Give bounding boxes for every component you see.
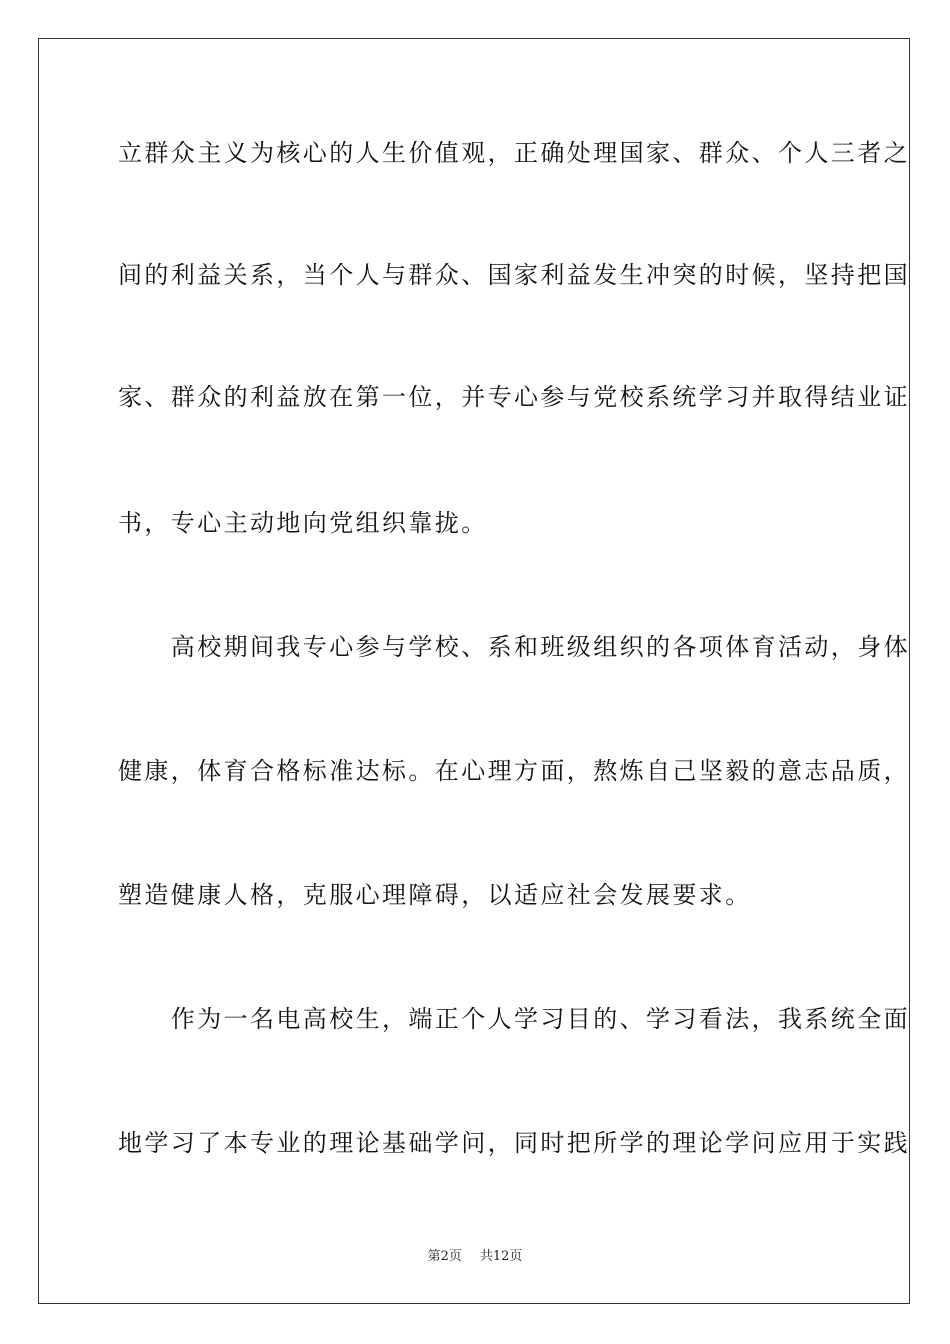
text-line: 立群众主义为核心的人生价值观，正确处理国家、群众、个人三者之 [118, 139, 910, 167]
page-total: 共12页 [479, 1249, 523, 1264]
text-line: 作为一名电高校生，端正个人学习目的、学习看法，我系统全面 [118, 1005, 910, 1033]
text-line: 健康，体育合格标准达标。在心理方面，熬炼自己坚毅的意志品质， [118, 757, 910, 785]
text-line: 家、群众的利益放在第一位，并专心参与党校系统学习并取得结业证 [118, 383, 910, 411]
page-number: 第2页 [427, 1249, 462, 1264]
page-border [38, 38, 910, 1304]
page-footer [0, 1249, 950, 1265]
text-line: 高校期间我专心参与学校、系和班级组织的各项体育活动，身体 [118, 633, 910, 661]
text-line: 地学习了本专业的理论基础学问，同时把所学的理论学问应用于实践 [118, 1129, 910, 1157]
text-line: 塑造健康人格，克服心理障碍，以适应社会发展要求。 [118, 881, 752, 909]
text-line: 书，专心主动地向党组织靠拢。 [118, 509, 488, 537]
text-line: 间的利益关系，当个人与群众、国家利益发生冲突的时候，坚持把国 [118, 261, 910, 289]
